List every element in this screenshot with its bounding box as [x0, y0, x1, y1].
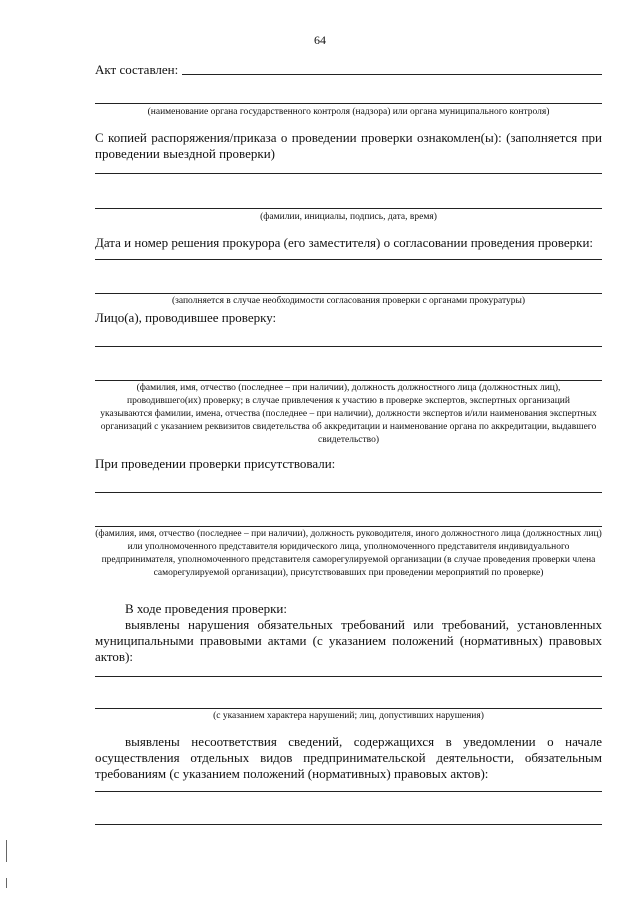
scan-edge-mark [6, 878, 7, 888]
caption-inspector: (фамилия, имя, отчество (последнее – при наличии), должность должностного лица (должностных лиц), проводившего(их) проверку; в случае привлечения к участию в проверке экспертов, экспертных организаций указываются фамилии, имена, отчества (последнее – при наличии), должности экспертов и/или наименования экспертных организаций с указанием реквизитов свидетельства об аккредитации и наименование органа по аккредитации, выдавшего свидетельство) [100, 383, 597, 445]
violations-line-2 [95, 708, 602, 709]
caption-prosecutor: (заполняется в случае необходимости согласования проверки с органами прокуратуры) [171, 296, 526, 306]
violations-text: выявлены нарушения обязательных требований или требований, установленных муниципальными правовыми актами (с указанием положений (нормативных) правовых актов): [95, 617, 602, 664]
caption-control-body: (наименование органа государственного контроля (надзора) или органа муниципального контроля) [147, 107, 550, 117]
violations-line-1 [95, 676, 602, 677]
present-label: При проведении проверки присутствовали: [95, 456, 336, 471]
during-check-label: В ходе проведения проверки: [125, 601, 288, 616]
present-line-1 [95, 492, 602, 493]
caption-violations: (с указанием характера нарушений; лиц, допустивших нарушения) [213, 711, 484, 721]
prosecutor-line-2 [95, 293, 602, 294]
order-line-1 [95, 173, 602, 174]
inconsistencies-line-1 [95, 791, 602, 792]
caption-present: (фамилия, имя, отчество (последнее – при наличии), должность руководителя, иного должностного лица (должностных лиц) или уполномоченного представителя юридического лица, уполномоченного представителя индивидуального предпринимателя, уполномоченного представителя саморегулируемой организации (в случае проведения проверки члена саморегулируемой организации), присутствовавших при проведении мероприятий по проверке) [95, 529, 602, 578]
control-body-line [95, 103, 602, 104]
order-line-2 [95, 208, 602, 209]
inspector-line-1 [95, 346, 602, 347]
scan-edge-mark [6, 840, 7, 862]
inconsistencies-text: выявлены несоответствия сведений, содержащихся в уведомлении о начале осуществления отдельных видов предпринимательской деятельности, обязательным требованиям (с указанием положений (нормативных) правовых актов): [95, 734, 602, 781]
act-composed-label: Акт составлен: [95, 62, 179, 77]
present-line-2 [95, 526, 602, 527]
page-number: 64 [314, 33, 326, 47]
prosecutor-line-1 [95, 259, 602, 260]
inspector-line-2 [95, 380, 602, 381]
caption-signature: (фамилии, инициалы, подпись, дата, время) [260, 212, 437, 222]
inconsistencies-line-2 [95, 824, 602, 825]
act-composed-line [182, 74, 602, 75]
prosecutor-decision-text: Дата и номер решения прокурора (его заместителя) о согласовании проведения проверки: [95, 235, 594, 250]
order-familiarization-text: С копией распоряжения/приказа о проведении проверки ознакомлен(ы): (заполняется при проведении выездной проверки) [95, 130, 602, 161]
inspector-label: Лицо(а), проводившее проверку: [95, 310, 277, 325]
